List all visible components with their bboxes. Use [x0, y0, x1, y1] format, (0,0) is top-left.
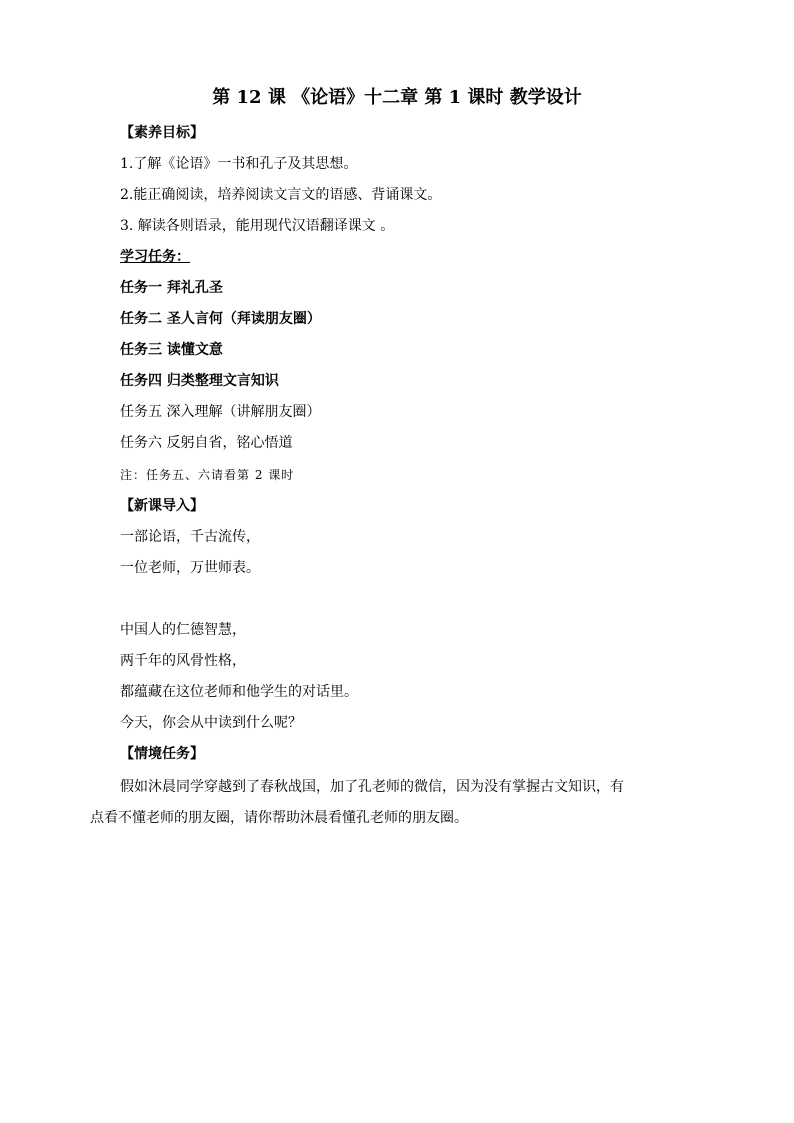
task-item: 任务一 拜礼孔圣 — [120, 280, 223, 296]
goal-item: 3. 解读各则语录，能用现代汉语翻译课文 。 — [120, 218, 395, 234]
task-item: 任务二 圣人言何（拜读朋友圈） — [120, 311, 321, 327]
intro-line: 两千年的风骨性格， — [120, 653, 246, 669]
scenario-line: 点看不懂老师的朋友圈，请你帮助沐晨看懂孔老师的朋友圈。 — [90, 810, 468, 826]
task-item: 任务五 深入理解（讲解朋友圈） — [120, 404, 321, 420]
task-item: 任务三 读懂文意 — [120, 342, 223, 358]
goals-heading: 【素养目标】 — [120, 125, 204, 141]
scenario-line: 假如沐晨同学穿越到了春秋战国，加了孔老师的微信，因为没有掌握古文知识，有 — [120, 779, 624, 795]
task-note: 注：任务五、六请看第 2 课时 — [120, 468, 295, 482]
intro-line: 今天，你会从中读到什么呢？ — [120, 715, 302, 731]
intro-line: 一部论语，千古流传， — [120, 529, 260, 545]
intro-line: 中国人的仁德智慧， — [120, 622, 246, 638]
task-item: 任务四 归类整理文言知识 — [120, 373, 279, 389]
goal-item: 1.了解《论语》一书和孔子及其思想。 — [120, 156, 358, 172]
goal-item: 2.能正确阅读，培养阅读文言文的语感、背诵课文。 — [120, 187, 442, 203]
intro-line: 一位老师，万世师表。 — [120, 560, 260, 576]
scenario-heading: 【情境任务】 — [120, 746, 204, 762]
intro-line: 都蕴藏在这位老师和他学生的对话里。 — [120, 684, 358, 700]
document-title: 第 12 课 《论语》十二章 第 1 课时 教学设计 — [212, 87, 582, 108]
tasks-heading: 学习任务： — [120, 249, 190, 265]
task-item: 任务六 反躬自省，铭心悟道 — [120, 435, 293, 451]
intro-heading: 【新课导入】 — [120, 498, 204, 514]
scenario-paragraph — [90, 772, 710, 834]
